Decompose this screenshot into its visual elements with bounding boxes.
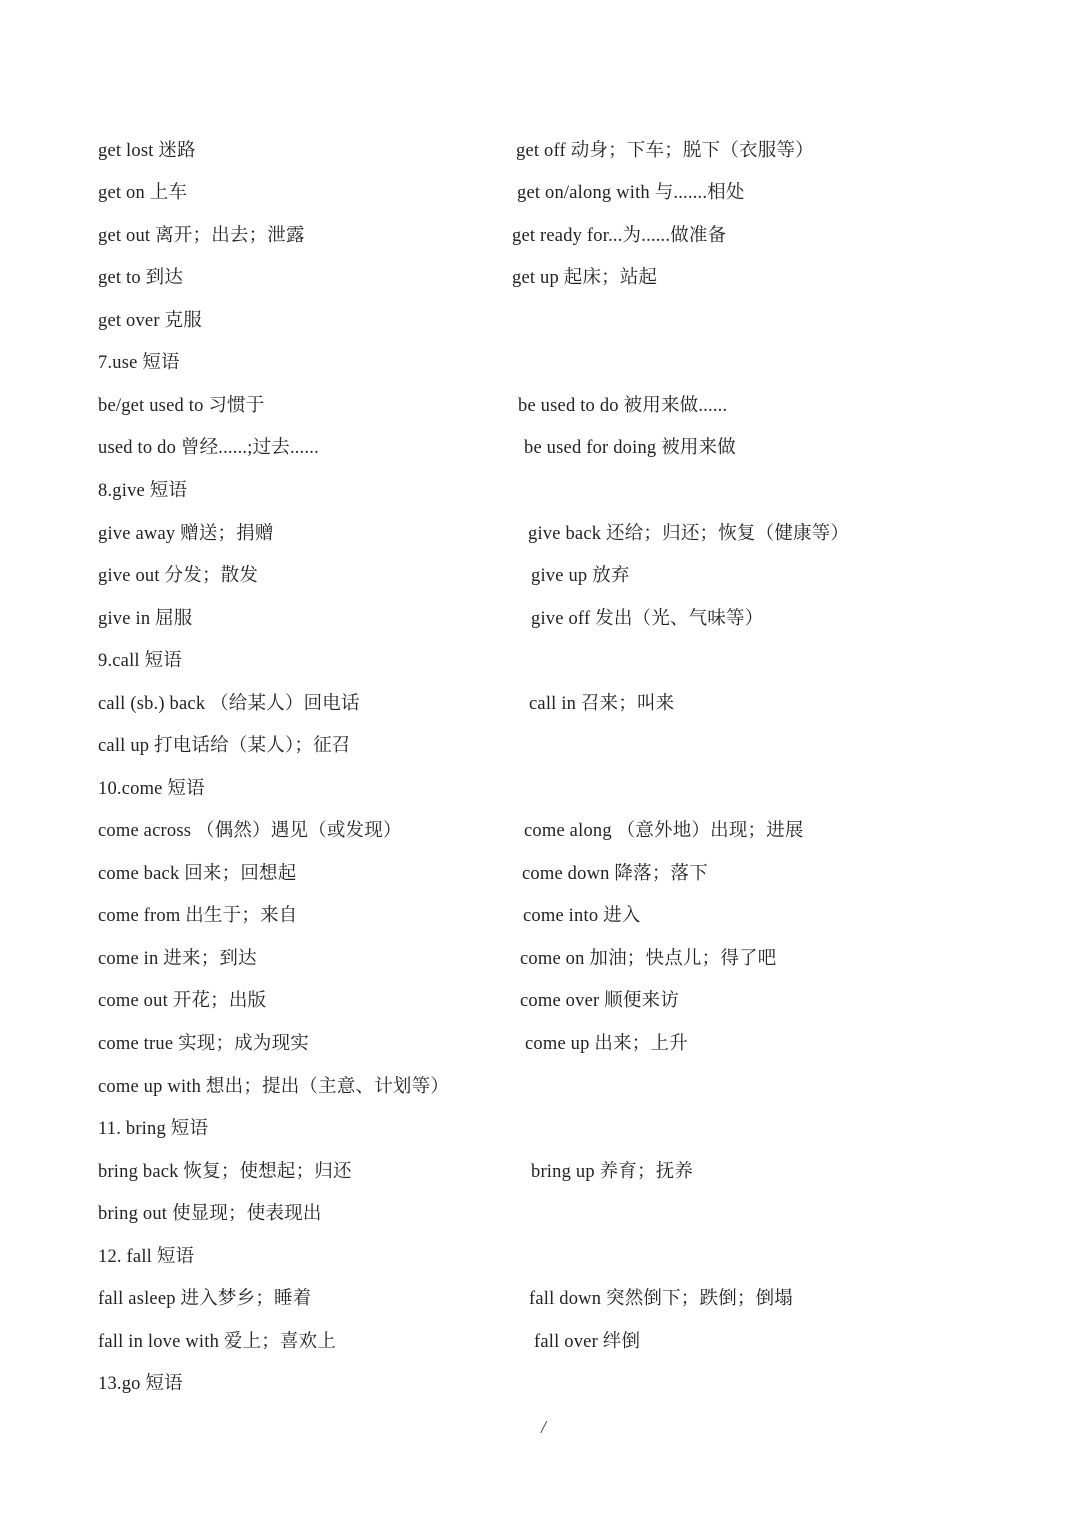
phrase-right: come along （意外地）出现；进展 xyxy=(524,821,804,841)
phrase-row xyxy=(0,1072,1080,1102)
section-heading-text: 8.give 短语 xyxy=(98,481,188,501)
phrase-row xyxy=(0,1029,1080,1059)
phrase-left: be/get used to 习惯于 xyxy=(98,396,265,416)
phrase-row xyxy=(0,944,1080,974)
phrase-row xyxy=(0,136,1080,166)
phrase-row xyxy=(0,689,1080,719)
phrase-left: get to 到达 xyxy=(98,268,184,288)
phrase-row xyxy=(0,519,1080,549)
phrase-row xyxy=(0,561,1080,591)
phrase-row xyxy=(0,178,1080,208)
phrase-left: call (sb.) back （给某人）回电话 xyxy=(98,694,360,714)
phrase-row xyxy=(0,1284,1080,1314)
phrase-row xyxy=(0,263,1080,293)
phrase-left: used to do 曾经......;过去...... xyxy=(98,438,319,458)
section-heading-text: 12. fall 短语 xyxy=(98,1247,195,1267)
phrase-row xyxy=(0,604,1080,634)
section-heading-text: 7.use 短语 xyxy=(98,353,180,373)
page-footer-mark: / xyxy=(541,1417,547,1437)
section-heading xyxy=(0,348,1080,378)
phrase-left: come back 回来；回想起 xyxy=(98,864,297,884)
phrase-row xyxy=(0,1157,1080,1187)
section-heading xyxy=(0,1114,1080,1144)
section-heading xyxy=(0,476,1080,506)
phrase-right: get off 动身；下车；脱下（衣服等） xyxy=(516,141,814,161)
section-heading-text: 13.go 短语 xyxy=(98,1374,183,1394)
phrase-right: come on 加油；快点儿；得了吧 xyxy=(520,949,777,969)
section-heading-text: 11. bring 短语 xyxy=(98,1119,209,1139)
phrase-left: come in 进来；到达 xyxy=(98,949,257,969)
phrase-row xyxy=(0,1199,1080,1229)
phrase-right: bring up 养育；抚养 xyxy=(531,1162,694,1182)
section-heading xyxy=(0,774,1080,804)
section-heading xyxy=(0,1369,1080,1399)
phrase-left: get on 上车 xyxy=(98,183,188,203)
phrase-right: call in 召来；叫来 xyxy=(529,694,675,714)
section-heading xyxy=(0,1242,1080,1272)
phrase-row xyxy=(0,1327,1080,1357)
phrase-row xyxy=(0,901,1080,931)
phrase-left: bring back 恢复；使想起；归还 xyxy=(98,1162,352,1182)
phrase-left: bring out 使显现；使表现出 xyxy=(98,1204,322,1224)
section-heading-text: 9.call 短语 xyxy=(98,651,183,671)
phrase-right: come up 出来；上升 xyxy=(525,1034,688,1054)
phrase-left: get out 离开；出去；泄露 xyxy=(98,226,305,246)
phrase-right: get on/along with 与.......相处 xyxy=(517,183,745,203)
phrase-right: be used for doing 被用来做 xyxy=(524,438,736,458)
phrase-left: come across （偶然）遇见（或发现） xyxy=(98,821,402,841)
phrase-left: come up with 想出；提出（主意、计划等） xyxy=(98,1077,450,1097)
phrase-right: get ready for...为......做准备 xyxy=(512,226,727,246)
phrase-right: get up 起床；站起 xyxy=(512,268,658,288)
phrase-left: give away 赠送；捐赠 xyxy=(98,524,274,544)
phrase-left: come true 实现；成为现实 xyxy=(98,1034,309,1054)
phrase-row xyxy=(0,986,1080,1016)
phrase-left: come from 出生于；来自 xyxy=(98,906,298,926)
phrase-right: give off 发出（光、气味等） xyxy=(531,609,764,629)
phrase-right: fall down 突然倒下；跌倒；倒塌 xyxy=(529,1289,794,1309)
phrase-left: call up 打电话给（某人）；征召 xyxy=(98,736,351,756)
phrase-left: come out 开花；出版 xyxy=(98,991,267,1011)
phrase-left: get lost 迷路 xyxy=(98,141,196,161)
phrase-left: fall in love with 爱上；喜欢上 xyxy=(98,1332,337,1352)
phrase-right: come over 顺便来访 xyxy=(520,991,679,1011)
phrase-left: get over 克服 xyxy=(98,311,202,331)
phrase-row xyxy=(0,859,1080,889)
phrase-right: come into 进入 xyxy=(523,906,641,926)
phrase-row xyxy=(0,731,1080,761)
phrase-right: come down 降落；落下 xyxy=(522,864,708,884)
phrase-right: fall over 绊倒 xyxy=(534,1332,641,1352)
phrase-right: be used to do 被用来做...... xyxy=(518,396,728,416)
phrase-left: give in 屈服 xyxy=(98,609,193,629)
phrase-row xyxy=(0,306,1080,336)
section-heading xyxy=(0,646,1080,676)
phrase-right: give up 放弃 xyxy=(531,566,630,586)
phrase-left: fall asleep 进入梦乡；睡着 xyxy=(98,1289,312,1309)
phrase-left: give out 分发；散发 xyxy=(98,566,259,586)
phrase-row xyxy=(0,221,1080,251)
phrase-row xyxy=(0,391,1080,421)
phrase-row xyxy=(0,433,1080,463)
phrase-right: give back 还给；归还；恢复（健康等） xyxy=(528,524,850,544)
phrase-row xyxy=(0,816,1080,846)
section-heading-text: 10.come 短语 xyxy=(98,779,205,799)
